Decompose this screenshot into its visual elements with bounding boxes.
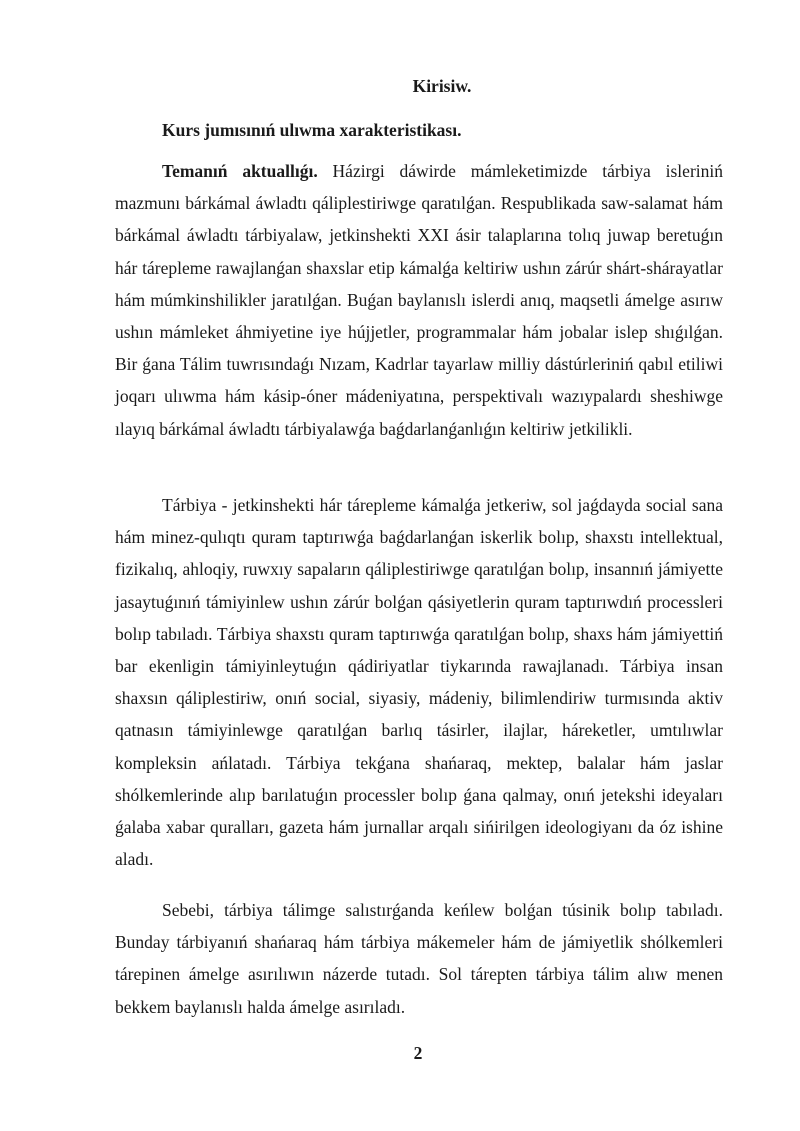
section-title: Kirisiw. [412,76,472,96]
section-subtitle: Kurs jumısınıń ulıwma xarakteristikası. [162,120,462,140]
paragraph-relevance [115,155,723,445]
page-number: 2 [413,1043,423,1063]
paragraph-lead: Temanıń aktuallıǵı. [162,161,318,181]
paragraph-reason: Sebebi, tárbiya tálimge salıstırǵanda keńlew bolǵan túsinik bolıp tabıladı. Bunday tárbiyanıń shańaraq hám tárbiya mákemeler hám de jámiyetlik shólkemleri tárepinen ámelge asırılıwın názerde tutadı. Sol tárepten tárbiya tálim alıw menen bekkem baylanıslı halda ámelge asırıladı. [115,900,723,1017]
paragraph-upbringing: Tárbiya - jetkinshekti hár tárepleme kámalǵa jetkeriw, sol jaǵdayda social sana hám minez-qulıqtı quram taptırıwǵa baǵdarlanǵan iskerlik bolıp, shaxstı intellektual, fizikalıq, ahloqiy, ruwxıy sapaların qáliplestiriwge qaratılǵan bolıp, insannıń jámiyette jasaytuǵınıń támiyinlew ushın zárúr bolǵan qásiyetlerin quram taptırıwdıń processleri bolıp tabıladı. Tárbiya shaxstı quram taptırıwǵa qaratılǵan bolıp, shaxs hám jámiyettiń bar ekenligin támiyinleytuǵın qádiriyatlar tiykarında rawajlanadı. Tárbiya insan shaxsın qáliplestiriw, onıń social, siyasiy, mádeniy, bilimlendiriw turmısında aktiv qatnasın támiyinlewge qaratılǵan barlıq tásirler, ilajlar, háreketler, umtılıwlar kompleksin ańlatadı. Tárbiya tekǵana shańaraq, mektep, balalar hám jaslar shólkemlerinde alıp barılatuǵın processler bolıp ǵana qalmay, onıń jetekshi ideyaları ǵalaba xabar quralları, gazeta hám jurnallar arqalı sińirilgen ideologiyanı da óz ishine aladı. [115,495,723,870]
paragraph-text: Házirgi dáwirde mámleketimizde tárbiya isleriniń mazmunı bárkámal áwladtı qáliplestiriwge qaratılǵan. Respublikada saw-salamat hám bárkámal áwladtı tárbiyalaw, jetkinshekti XXI ásir talaplarına tolıq juwap beretuǵın hár tárepleme rawajlanǵan shaxslar etip kámalǵa keltiriw ushın zárúr shárt-shárayatlar hám múmkinshilikler jaratılǵan. Buǵan baylanıslı islerdi anıq, maqsetli ámelge asırıw ushın mámleket áhmiyetine iye hújjetler, programmalar hám jobalar islep shıǵılǵan. Bir ǵana Tálim tuwrısındaǵı Nızam, Kadrlar tayarlaw milliy dástúrleriniń qabıl etiliwi joqarı ulıwma hám kásip-óner mádeniyatına, perspektivalı wazıypalardı sheshiwge ılayıq bárkámal áwladtı tárbiyalawǵa baǵdarlanǵanlıǵın keltiriw jetkilikli. [115,161,723,439]
